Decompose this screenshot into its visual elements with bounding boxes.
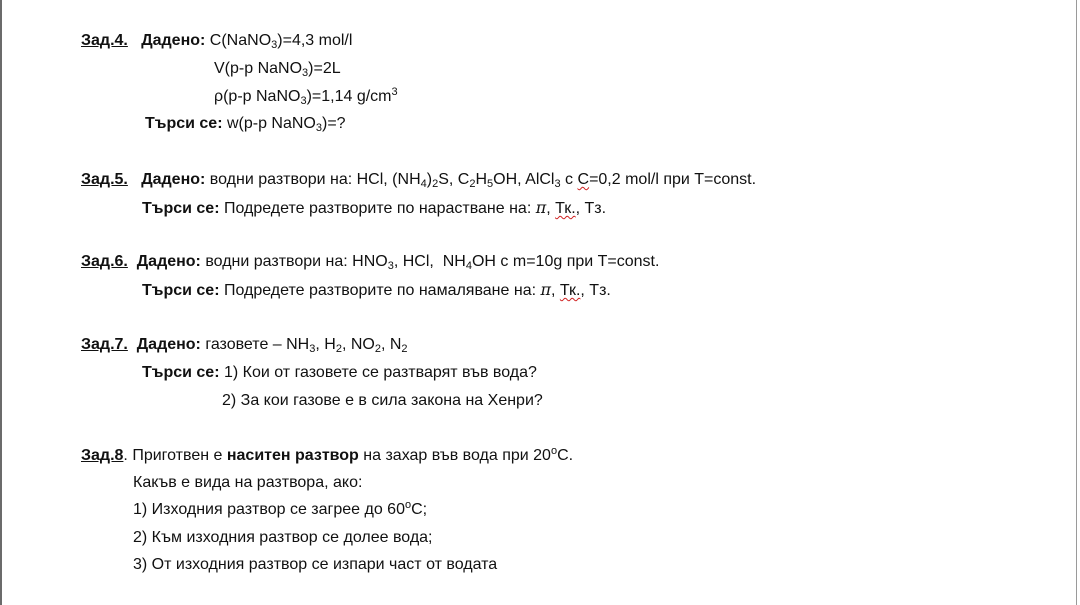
task5-seek-text: Подредете разтворите по нарастване на: π, Тк., Тз.	[223, 198, 607, 217]
page-border-left	[0, 0, 2, 605]
task4-seek-label: Търси се:	[145, 115, 223, 132]
task4-seek-value: w(р-р NaNO$_3$)=?	[226, 115, 346, 134]
task6-given-text: водни разтвори на: $HNO_3$, HCl, $NH_4OH$ с m=10g при T=const.	[205, 253, 660, 272]
task7-seek-line	[142, 363, 537, 383]
page-border-right	[1076, 0, 1077, 605]
task4-given-label: Дадено:	[141, 32, 206, 49]
task5-seek-line	[142, 198, 606, 219]
task7-label: Зад.7.	[81, 336, 128, 353]
task4-concentration: C(NaNO$_3$)=4,3 mol/l	[209, 32, 353, 51]
task7-given-line	[81, 335, 408, 355]
task5-label: Зад.5.	[81, 171, 128, 188]
task6-given-label: Дадено:	[136, 253, 201, 270]
task5-given-text: водни разтвори на: HCl, $(NH_4)_2S$, $C_2H_5OH$, AlCl$_3$ с С=0,2 mol/l при T=const.	[209, 171, 757, 190]
task5-given-label: Дадено:	[141, 171, 206, 188]
task8-label: Зад.8	[81, 447, 124, 464]
task7-given-text: газовете – $NH_3$, $H_2$, $NO_2$, $N_2$	[205, 336, 408, 355]
task4-label: Зад.4.	[81, 32, 128, 49]
task7-question-2: 2) За кои газове е в сила закона на Хенри?	[222, 392, 543, 409]
task5-given-line	[81, 170, 756, 190]
task7-seek-label: Търси се:	[142, 364, 220, 381]
task8-question: Какъв е вида на разтвора, ако:	[133, 474, 363, 491]
task8-intro-line	[81, 446, 573, 466]
task4-density: ρ(р-р NaNO$_3$)=1,14 $g/cm^3$	[214, 86, 398, 107]
task7-question-1: 1) Кои от газовете се разтварят във вода?	[223, 364, 537, 381]
task5-seek-label: Търси се:	[142, 200, 220, 217]
task8-item-1: 1) Изходния разтвор се загрее до 60$^o$С;	[133, 499, 428, 518]
task6-label: Зад.6.	[81, 253, 128, 270]
task4-seek-line	[145, 114, 346, 134]
task4-given-line	[81, 31, 352, 51]
task8-intro-text: . Приготвен е наситен разтвор на захар във вода при 20$^o$С.	[123, 445, 574, 464]
task6-seek-line	[142, 280, 611, 301]
task6-seek-label: Търси се:	[142, 282, 220, 299]
task8-item-2: 2) Към изходния разтвор се долее вода;	[133, 529, 433, 546]
task4-volume: V(р-р NaNO$_3$)=2L	[214, 60, 341, 79]
task7-given-label: Дадено:	[136, 336, 201, 353]
task8-item-3: 3) От изходния разтвор се изпари част от водата	[133, 556, 498, 573]
task6-given-line	[81, 252, 659, 272]
task6-seek-text: Подредете разтворите по намаляване на: π, Тк., Тз.	[223, 280, 611, 299]
